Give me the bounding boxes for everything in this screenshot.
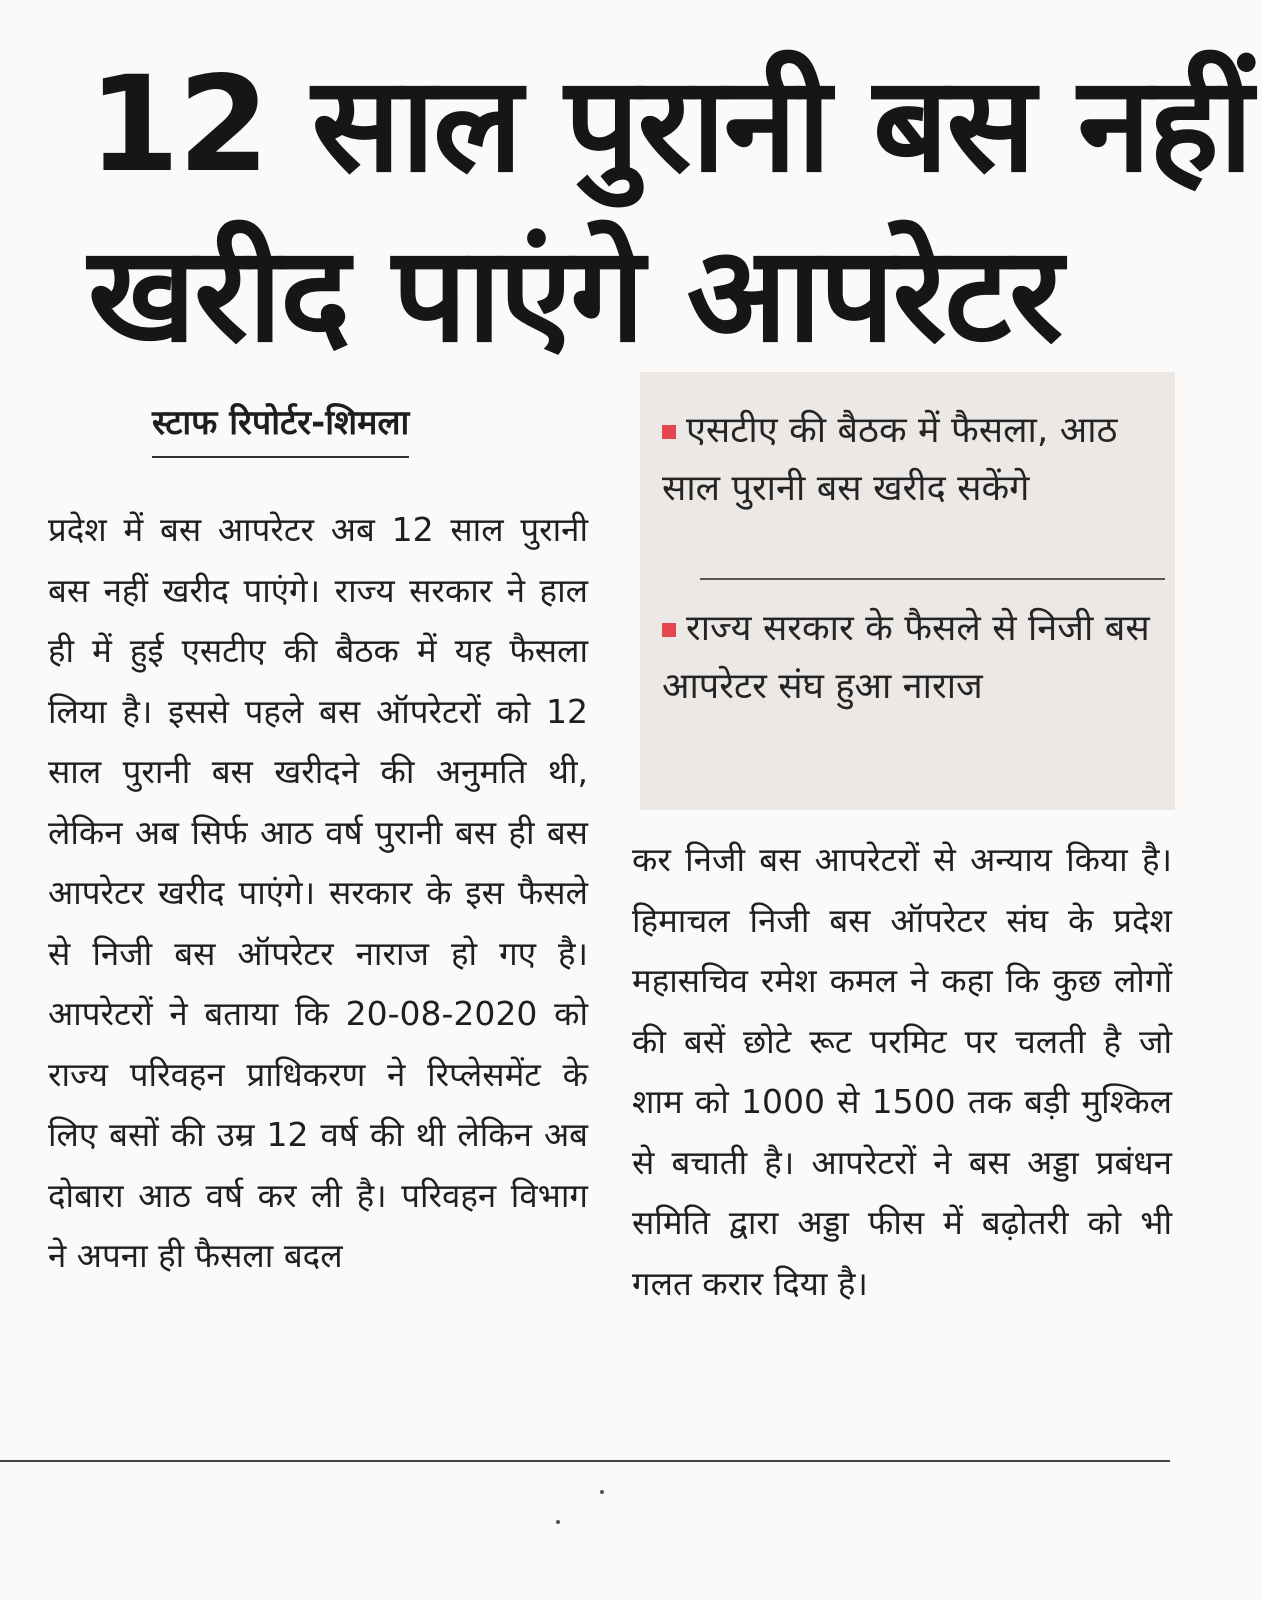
highlight-box: [640, 372, 1175, 810]
bottom-rule: [0, 1460, 1170, 1462]
article-body-left-column: प्रदेश में बस आपरेटर अब 12 साल पुरानी बस नहीं खरीद पाएंगे। राज्य सरकार ने हाल ही में हुई एसटीए की बैठक में यह फैसला लिया है। इससे पहले बस ऑपरेटरों को 12 साल पुरानी बस खरीदने की अनुमति थी, लेकिन अब सिर्फ आठ वर्ष पुरानी बस ही बस आपरेटर खरीद पाएंगे। सरकार के इस फैसले से निजी बस ऑपरेटर नाराज हो गए है। आपरेटरों ने बताया कि 20-08-2020 को राज्य परिवहन प्राधिकरण ने रिप्लेसमेंट के लिए बसों की उम्र 12 वर्ष की थी लेकिन अब दोबारा आठ वर्ष कर ली है। परिवहन विभाग ने अपना ही फैसला बदल: [48, 510, 588, 1275]
headline-line-1: 12 साल पुरानी बस नहीं: [88, 48, 1252, 202]
print-speck: [556, 1520, 560, 1524]
highlight-divider: [700, 578, 1165, 580]
highlight-item: [662, 600, 1162, 716]
byline: स्टाफ रिपोर्टर-शिमला: [152, 398, 409, 458]
print-speck: [600, 1490, 604, 1494]
highlight-item: [662, 402, 1162, 518]
article-body-right-column: कर निजी बस आपरेटरों से अन्याय किया है। हिमाचल निजी बस ऑपरेटर संघ के प्रदेश महासचिव रमेश कमल ने कहा कि कुछ लोगों की बसें छोटे रूट परमिट पर चलती है जो शाम को 1000 से 1500 तक बड़ी मुश्किल से बचाती है। आपरेटरों ने बस अड्डा प्रबंधन समिति द्वारा अड्डा फीस में बढ़ोतरी को भी गलत करार दिया है।: [632, 840, 1172, 1303]
square-bullet-icon: [662, 425, 676, 439]
headline-line-2: खरीद पाएंगे आपरेटर: [88, 218, 1062, 372]
highlight-text: एसटीए की बैठक में फैसला, आठ साल पुरानी बस खरीद सकेंगे: [662, 410, 1118, 509]
highlight-text: राज्य सरकार के फैसले से निजी बस आपरेटर संघ हुआ नाराज: [662, 608, 1150, 707]
square-bullet-icon: [662, 623, 676, 637]
headline: [88, 40, 1252, 380]
